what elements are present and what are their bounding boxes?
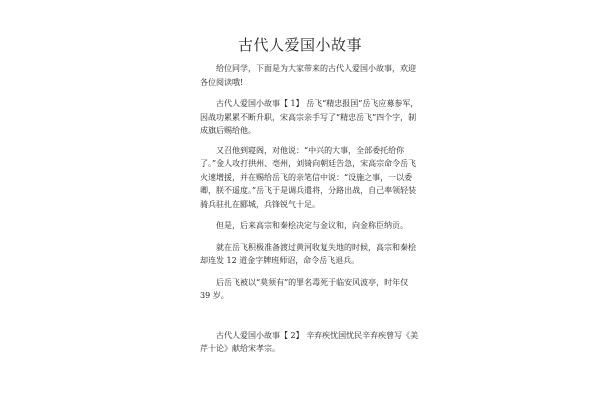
story2-lead: 辛弃疾忧国忧民辛弃疾曾写《美芹十论》献给宋孝宗。	[200, 330, 419, 353]
story1-paragraph-2: 又召他到寝阁，对他说：“中兴的大事，全部委托给你了。”金人攻打拱州、亳州，刘锜向朝廷告急，宋高宗命令岳飞火速增援，并在赐给岳飞的亲笔信中说：“设施之事，一以委卿，朕不遥度。”岳飞于是调兵遣将，分路出战，自己率领轻装骑兵驻扎在郾城，兵锋锐气十足。	[200, 145, 417, 209]
story1-paragraph-5: 后岳飞被以“莫须有”的罪名毒死于临安风波亭，时年仅 39 岁。	[200, 277, 409, 300]
section-spacer	[200, 311, 420, 329]
document-body	[200, 62, 420, 362]
intro-paragraph: 给位同学，下面是为大家带来的古代人爱国小故事，欢迎各位阅读哦!	[200, 64, 416, 87]
story1-paragraph-3: 但是，后来高宗和秦桧决定与金议和，向金称臣纳贡。	[216, 221, 408, 230]
story2-paragraph-1	[200, 329, 420, 356]
story1-heading: 古代人爱国小故事【 1】	[216, 99, 304, 108]
document-title: 古代人爱国小故事	[237, 36, 362, 54]
story1-paragraph-1	[200, 97, 420, 138]
story2-heading: 古代人爱国小故事【 2】	[216, 330, 304, 340]
story1-lead: 岳飞“精忠报国”岳飞应募参军，因战功累累不断升职，宋高宗亲手写了“精忠岳飞”四个字，制成旗后赐给他。	[200, 99, 419, 135]
story1-paragraph-4: 就在岳飞积极准备渡过黄河收复失地的时候，高宗和秦桧却连发 12 道金字牌班师诏，命令岳飞退兵。	[200, 242, 416, 265]
